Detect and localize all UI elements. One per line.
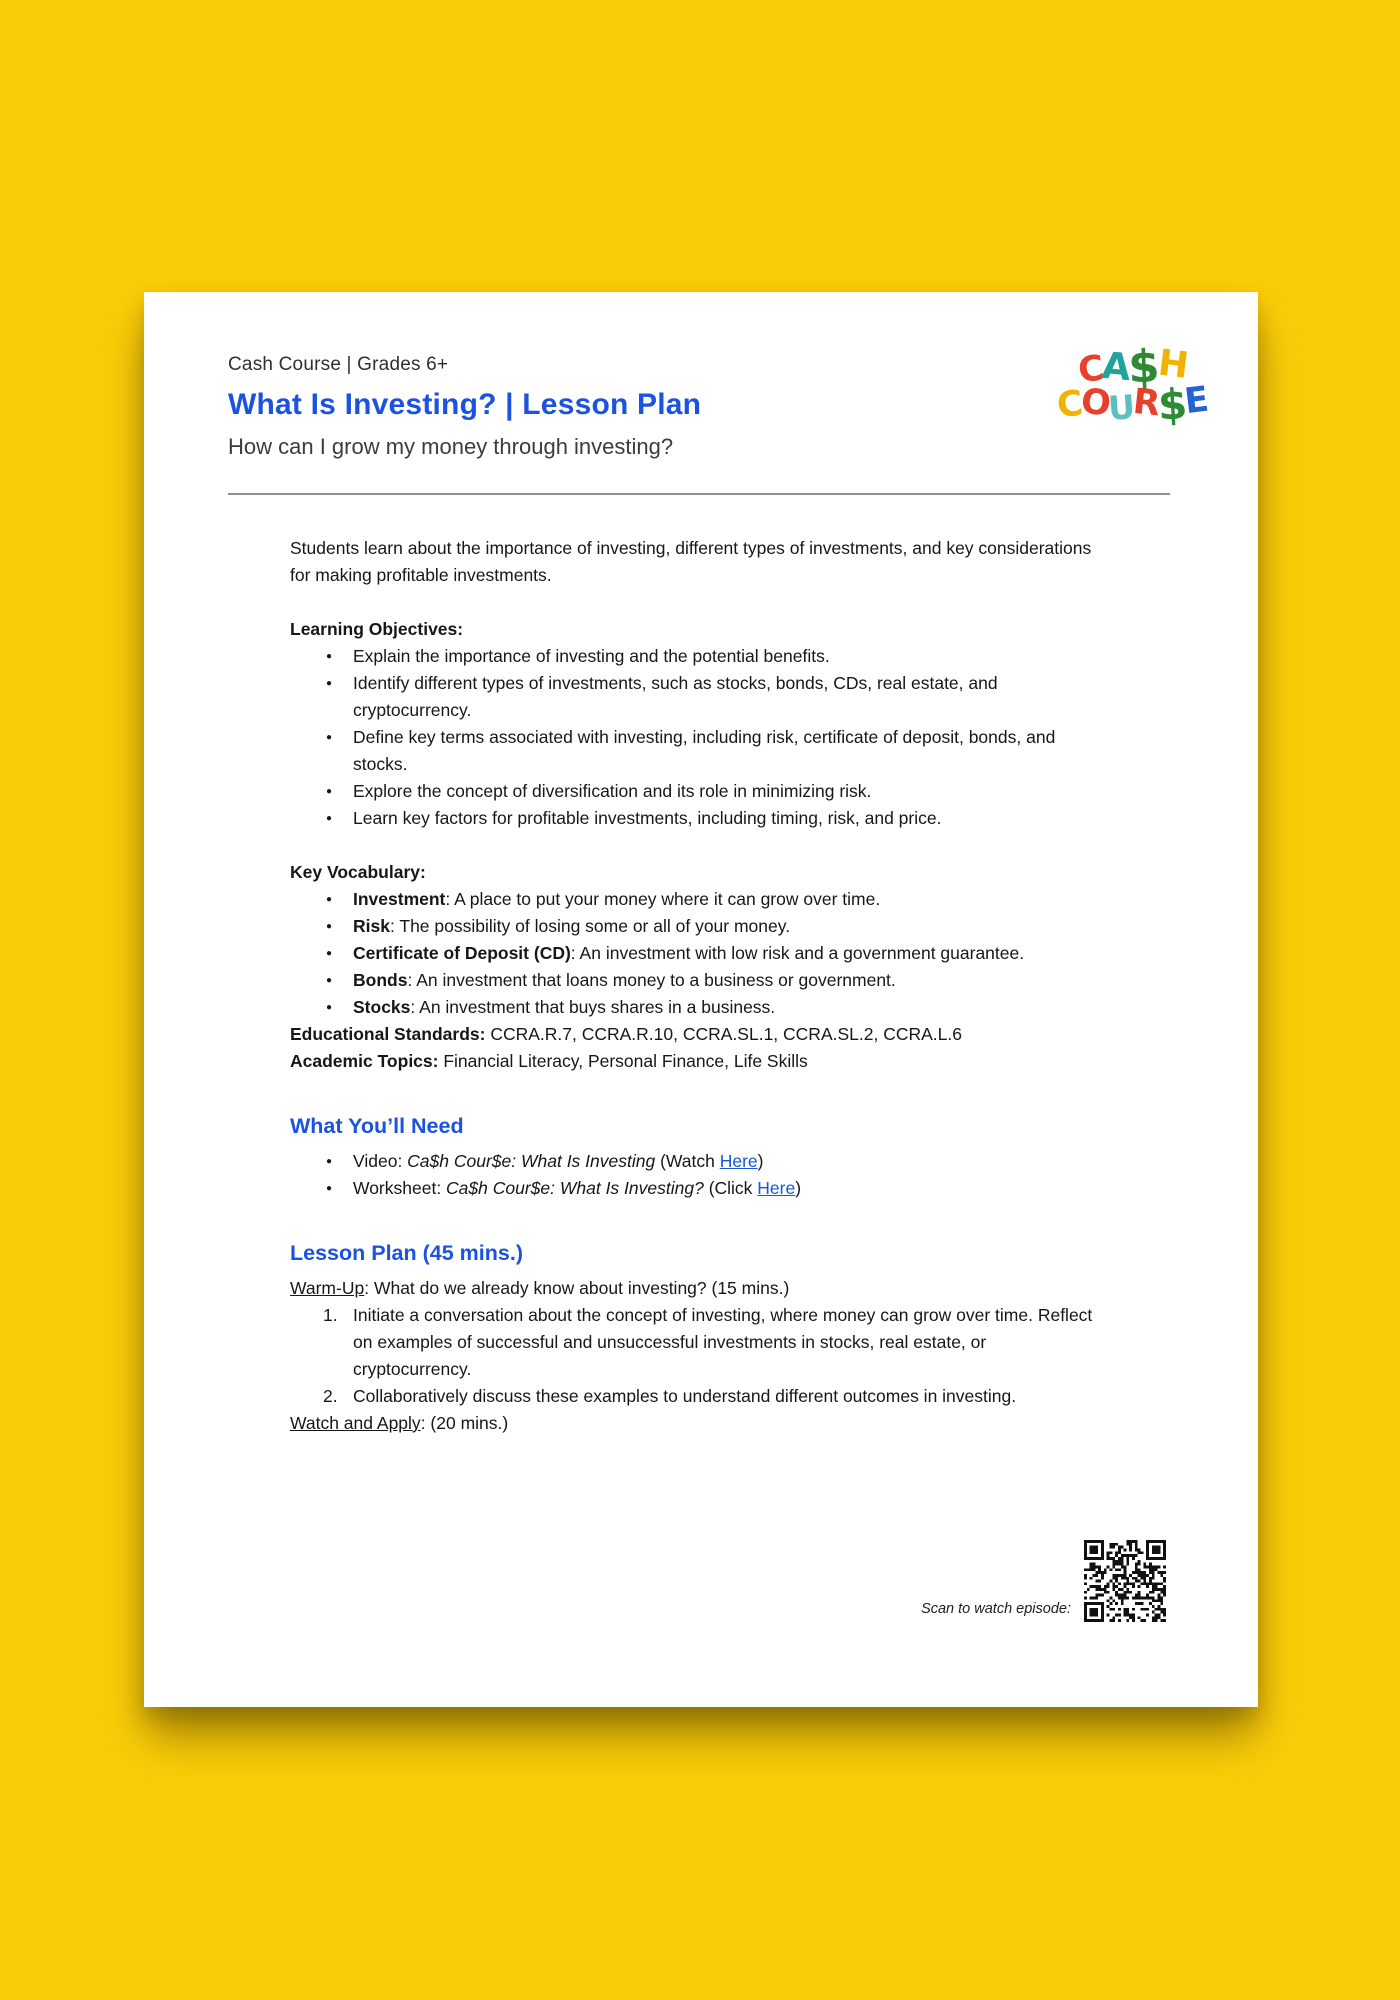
vocab-definition: : A place to put your money where it can grow over time.	[445, 889, 881, 909]
academic-topics-label: Academic Topics:	[290, 1051, 444, 1071]
lesson-plan-section	[290, 1238, 1108, 1410]
vocab-definition: : An investment that buys shares in a business.	[410, 997, 776, 1017]
list-item	[290, 1175, 1108, 1202]
course-eyebrow: Cash Course | Grades 6+	[228, 354, 449, 375]
list-item	[290, 994, 1108, 1021]
vocab-definition: : An investment with low risk and a government guarantee.	[570, 943, 1025, 963]
worksheet-title: Ca$h Cour$e: What Is Investing?	[446, 1178, 704, 1198]
lesson-plan-heading: Lesson Plan (45 mins.)	[290, 1241, 523, 1265]
document-header	[228, 354, 1028, 460]
logo-line-1	[1064, 339, 1200, 394]
vocab-term: Certificate of Deposit (CD)	[353, 943, 571, 963]
video-label: Video:	[353, 1151, 408, 1171]
logo-letter: $	[1127, 339, 1159, 394]
watch-here-link[interactable]: Here	[719, 1151, 758, 1171]
key-vocabulary-section	[290, 859, 1108, 1021]
vocab-term: Risk	[353, 916, 390, 936]
scan-footer	[921, 1540, 1166, 1622]
educational-standards-value: CCRA.R.7, CCRA.R.10, CCRA.SL.1, CCRA.SL.2, CCRA.L.6	[490, 1024, 962, 1044]
worksheet-close-paren: )	[795, 1178, 802, 1198]
list-item	[290, 886, 1108, 913]
vocab-definition: : The possibility of losing some or all of your money.	[389, 916, 791, 936]
warm-up-text: : What do we already know about investing? (15 mins.)	[364, 1278, 790, 1298]
vocab-term: Investment	[353, 889, 446, 909]
logo-letter: H	[1155, 342, 1189, 387]
learning-objectives-list	[290, 643, 1108, 832]
list-item: ● Explore the concept of diversification and its role in minimizing risk.	[290, 778, 1108, 805]
logo-letter: A	[1099, 343, 1131, 390]
list-item	[290, 1148, 1108, 1175]
cash-course-logo	[1054, 339, 1210, 430]
list-item: Initiate a conversation about the concept of investing, where money can grow over time. Reflect on examples of successful and unsuccessful investments in stocks, real estate, or cryptocurrency.	[353, 1305, 1093, 1379]
logo-letter: E	[1182, 379, 1210, 423]
video-title: Ca$h Cour$e: What Is Investing	[407, 1151, 656, 1171]
list-item	[290, 940, 1108, 967]
page-title: What Is Investing? | Lesson Plan	[228, 388, 702, 421]
warm-up-line	[290, 1275, 1108, 1302]
qr-code-icon	[1084, 1540, 1166, 1622]
video-mid-text: (Watch	[655, 1151, 720, 1171]
watch-and-apply-line	[290, 1410, 1108, 1437]
what-youll-need-heading: What You’ll Need	[290, 1114, 464, 1138]
vocab-term: Stocks	[353, 997, 411, 1017]
learning-objectives-heading: Learning Objectives:	[290, 619, 464, 639]
list-item: ● Define key terms associated with investing, including risk, certificate of deposit, bonds, and stocks.	[290, 724, 1108, 778]
educational-standards-label: Educational Standards:	[290, 1024, 491, 1044]
logo-letter: C	[1054, 383, 1083, 427]
list-item	[290, 913, 1108, 940]
academic-topics-line	[290, 1048, 1108, 1075]
page-subtitle: How can I grow my money through investing?	[228, 434, 674, 459]
header-divider	[228, 493, 1170, 495]
list-item	[290, 967, 1108, 994]
logo-letter: C	[1075, 348, 1105, 392]
key-vocabulary-list	[290, 886, 1108, 1021]
key-vocabulary-heading: Key Vocabulary:	[290, 862, 426, 882]
intro-paragraph: Students learn about the importance of investing, different types of investments, and key considerations for making profitable investments.	[290, 538, 1092, 585]
list-item: ● Explain the importance of investing and the potential benefits.	[290, 643, 1108, 670]
academic-topics-value: Financial Literacy, Personal Finance, Life Skills	[443, 1051, 808, 1071]
watch-and-apply-label: Watch and Apply	[290, 1413, 421, 1433]
worksheet-label: Worksheet:	[353, 1178, 447, 1198]
what-youll-need-list	[290, 1148, 1108, 1202]
click-here-link[interactable]: Here	[757, 1178, 796, 1198]
what-youll-need-section	[290, 1111, 1108, 1202]
logo-letter: O	[1078, 381, 1111, 425]
learning-objectives-section	[290, 616, 1108, 832]
vocab-term: Bonds	[353, 970, 408, 990]
list-item: ● Learn key factors for profitable investments, including timing, risk, and price.	[290, 805, 1108, 832]
watch-and-apply-text: : (20 mins.)	[420, 1413, 509, 1433]
document-body	[290, 535, 1108, 1437]
logo-letter: U	[1107, 387, 1135, 428]
document-page	[144, 292, 1258, 1707]
video-close-paren: )	[757, 1151, 764, 1171]
list-item: ● Identify different types of investments, such as stocks, bonds, CDs, real estate, and cryptocurrency.	[290, 670, 1108, 724]
worksheet-mid-text: (Click	[703, 1178, 758, 1198]
vocab-definition: : An investment that loans money to a business or government.	[407, 970, 896, 990]
list-item: Collaboratively discuss these examples to understand different outcomes in investing.	[353, 1386, 1017, 1406]
logo-letter: $	[1156, 379, 1187, 430]
scan-label: Scan to watch episode:	[921, 1601, 1071, 1617]
logo-letter: R	[1131, 381, 1161, 425]
educational-standards-line	[290, 1021, 1108, 1048]
warm-up-steps	[290, 1302, 1108, 1410]
warm-up-label: Warm-Up	[290, 1278, 365, 1298]
